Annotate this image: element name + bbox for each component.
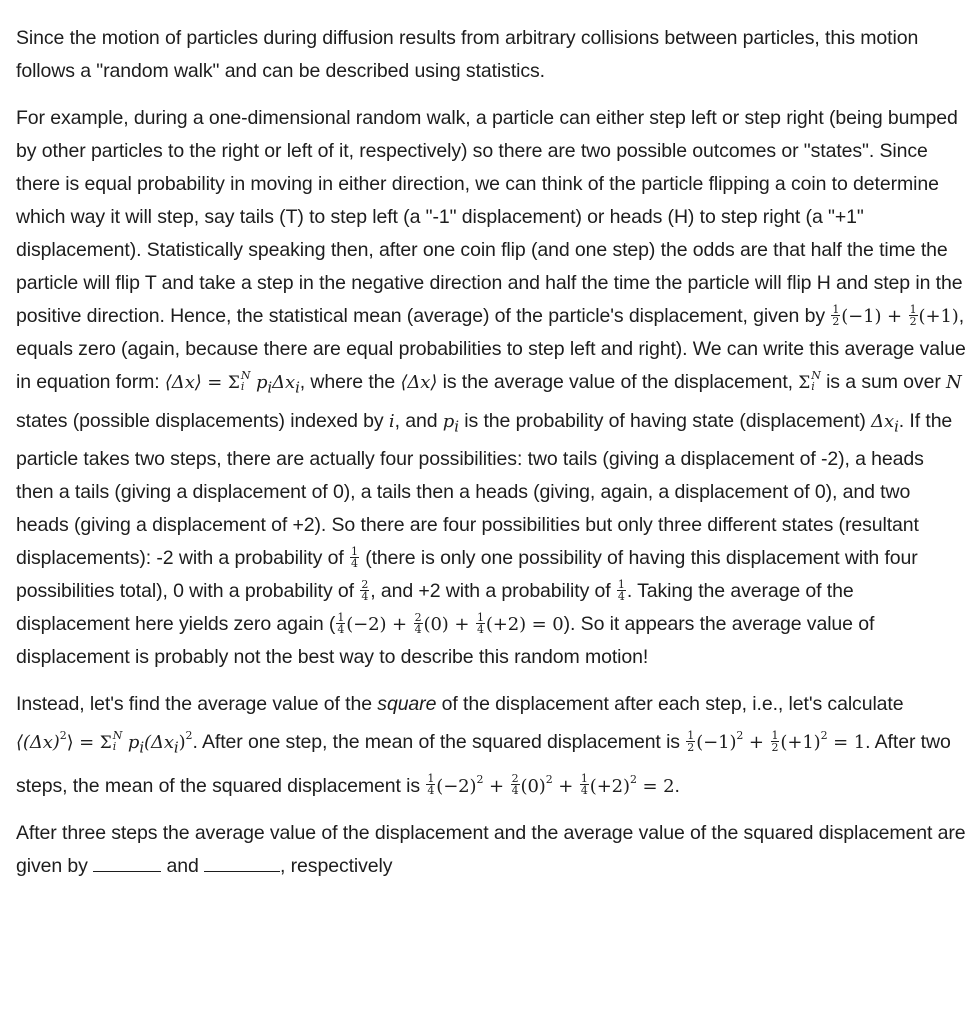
numerator: 2 [361, 577, 369, 591]
math-term: (+1) [918, 306, 959, 327]
math-term: = 2 [636, 775, 675, 797]
text: , equals zero (again, because there are equal probabilities to step left and right). We can write this average value in equation form: [16, 305, 966, 393]
denominator: 4 [337, 622, 345, 636]
answer-blank-average-displacement[interactable] [93, 854, 161, 872]
math-term: = [201, 372, 228, 393]
math-term: (−2) + [346, 614, 413, 636]
answer-blank-average-squared-displacement[interactable] [204, 854, 280, 872]
denominator: 2 [832, 314, 840, 328]
fraction [336, 612, 345, 635]
paragraph-random-walk [16, 102, 966, 674]
math-term: (Δx [144, 732, 174, 754]
numerator: 1 [476, 610, 484, 624]
math-term: (+2) [589, 775, 630, 797]
numerator: 1 [617, 577, 625, 591]
subscript: i [894, 417, 899, 436]
math-term: + [483, 775, 510, 797]
fraction [686, 730, 695, 753]
math-term: (−1) + [841, 306, 908, 327]
subscript: i [139, 738, 145, 757]
fraction [476, 612, 485, 635]
numerator: 1 [909, 302, 917, 316]
numerator: 1 [337, 610, 345, 624]
math-sum-symbol [798, 369, 821, 393]
math-term: p [255, 372, 268, 393]
text: and [161, 854, 205, 877]
fraction [580, 773, 589, 796]
math-term: p [127, 732, 140, 754]
math-one-quarter [616, 577, 627, 603]
numerator: 1 [687, 728, 695, 742]
sum-limits [241, 370, 251, 392]
math-term: Δx [871, 410, 895, 432]
paragraph-squared-displacement [16, 688, 966, 803]
fraction [360, 579, 369, 602]
math-p-i [442, 410, 459, 436]
math-term: (0) [520, 775, 546, 797]
text: After three steps the average value of the displacement and the average value of the squared displacement are given by [16, 821, 966, 877]
fraction [771, 730, 780, 753]
denominator: 4 [617, 589, 625, 603]
superscript: 2 [820, 729, 828, 743]
text: . After two steps, the mean of the squared displacement is [16, 731, 951, 797]
sigma-symbol: Σ [99, 733, 112, 754]
math-term: (+2) = 0 [485, 614, 564, 636]
math-term: ⟨(Δx) [16, 732, 60, 754]
sum-limits [113, 730, 123, 752]
numerator: 1 [771, 728, 779, 742]
denominator: 2 [909, 314, 917, 328]
sigma-symbol: Σ [798, 373, 811, 393]
fraction [511, 773, 520, 796]
math-term: Δx [272, 372, 296, 393]
lower-limit: i [240, 380, 245, 393]
math-i: i [388, 410, 395, 432]
text: states (possible displacements) indexed by [16, 409, 389, 432]
text: , and +2 with a probability of [370, 580, 616, 603]
text: ). So it appears the average value of displacement is probably not the best way to describe this random motion! [16, 613, 875, 669]
text: . If the particle takes two steps, there are actually four possibilities: two tails (giving a displacement of -2), a heads then a tails (giving a displacement of 0), a tails then a heads (giving, again, a displacement of 0), and two heads (giving a displacement of +2). So there are four possibilities but only three different states (resultant displacements): -2 with a probability of [16, 409, 953, 570]
superscript: 2 [629, 772, 637, 786]
upper-limit: N [240, 369, 251, 382]
math-term: ⟨Δx⟩ [164, 372, 202, 393]
text: , and [394, 409, 443, 432]
numerator: 1 [832, 302, 840, 316]
fraction [909, 304, 918, 327]
intro-text: Since the motion of particles during diffusion results from arbitrary collisions between particles, this motion follows a "random walk" and can be described using statistics. [16, 27, 919, 82]
numerator: 1 [580, 772, 588, 786]
sigma-symbol: Σ [227, 373, 240, 393]
numerator: 2 [414, 610, 422, 624]
math-one-quarter [349, 544, 360, 570]
text: . Taking the average of the displacement here yields zero again ( [16, 580, 854, 636]
math-term: = [73, 732, 100, 754]
text: , respectively [280, 854, 393, 877]
math-term: (+1) [780, 732, 821, 754]
numerator: 1 [350, 544, 358, 558]
superscript: 2 [185, 729, 193, 743]
text: For example, during a one-dimensional random walk, a particle can either step left or step right (being bumped by other particles to the right or left of it, respectively) so there are two possible outcomes or "states". Since there is equal probability in moving in either direction, we can think of the particle flipping a coin to determine which way it will step, say tails (T) to step left (a "-1" displacement) or heads (H) to step right (a "+1" displacement). Statistically speaking then, after one coin flip (and one step) the odds are that half the time the particle will flip T and take a step in the negative direction and half the time the particle will flip H and step in the positive direction. Hence, the statistical mean (average) of the particle's displacement, given by [16, 107, 963, 327]
math-N: N [946, 372, 962, 393]
superscript: 2 [59, 729, 67, 743]
math-msd-two-steps [425, 772, 675, 798]
upper-limit: N [811, 369, 821, 382]
math-term: = 1 [827, 732, 866, 754]
math-average-displacement: ⟨Δx⟩ [400, 372, 438, 393]
math-term: ⟩ [66, 732, 74, 754]
math-term: (−1) [696, 732, 737, 754]
paragraph-intro [16, 22, 966, 88]
text: . [674, 774, 680, 797]
math-mean-two-steps [335, 610, 564, 636]
text: of the displacement after each step, i.e., let's calculate [436, 693, 904, 716]
emphasis-square: square [377, 693, 437, 716]
denominator: 2 [687, 740, 695, 754]
text: (there is only one possibility of having this displacement with four possibilities total), 0 with a probability of [16, 547, 918, 603]
numerator: 2 [511, 772, 519, 786]
math-term: + [552, 775, 579, 797]
text: Instead, let's find the average value of the [16, 693, 378, 716]
subscript: i [454, 417, 459, 436]
superscript: 2 [545, 772, 553, 786]
lower-limit: i [811, 380, 815, 393]
numerator: 1 [427, 772, 435, 786]
text: is the average value of the displacement, [437, 371, 799, 393]
denominator: 4 [427, 784, 435, 798]
math-term: ) [178, 732, 186, 754]
denominator: 2 [771, 740, 779, 754]
fraction [414, 612, 423, 635]
fraction [831, 304, 840, 327]
paragraph-question [16, 817, 966, 883]
math-msd-one-step [685, 728, 866, 754]
fraction [426, 773, 435, 796]
superscript: 2 [476, 772, 484, 786]
subscript: i [173, 738, 179, 757]
fraction [350, 546, 359, 569]
text: is the probability of having state (displacement) [458, 409, 872, 432]
sum-limits [811, 370, 821, 392]
fraction [617, 579, 626, 602]
denominator: 4 [414, 622, 422, 636]
denominator: 4 [361, 589, 369, 603]
text: is a sum over [820, 371, 947, 393]
text: . After one step, the mean of the squared displacement is [192, 731, 686, 754]
subscript: i [267, 378, 273, 397]
denominator: 4 [511, 784, 519, 798]
subscript: i [295, 378, 300, 397]
math-mean-one-step [830, 302, 959, 328]
superscript: 2 [736, 729, 744, 743]
math-term: (−2) [436, 775, 477, 797]
math-mean-square-equation [16, 729, 193, 757]
math-delta-x-i [871, 410, 899, 436]
denominator: 4 [350, 556, 358, 570]
denominator: 4 [580, 784, 588, 798]
upper-limit: N [112, 729, 123, 743]
math-average-equation [164, 369, 300, 397]
text: , where the [299, 371, 401, 393]
math-term: p [442, 410, 455, 432]
math-two-quarters [359, 577, 370, 603]
math-term: + [743, 732, 770, 754]
denominator: 4 [476, 622, 484, 636]
lower-limit: i [112, 740, 117, 754]
math-term: (0) + [423, 614, 475, 636]
